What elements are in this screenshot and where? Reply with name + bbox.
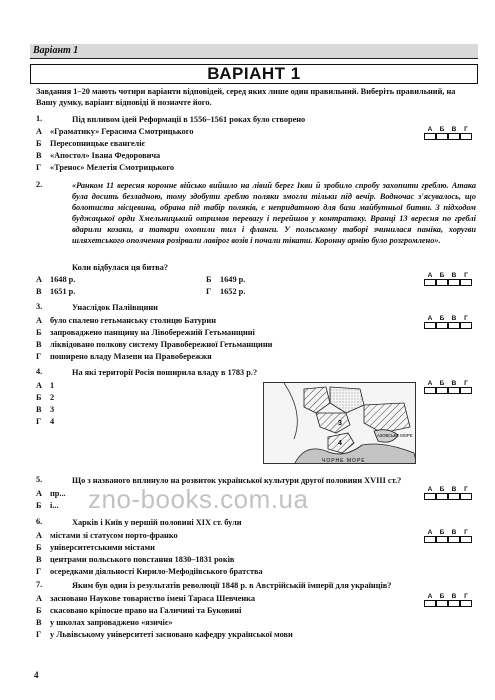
option-b[interactable]: Б університетськими містами [36,543,155,552]
answer-box[interactable] [460,387,472,394]
watermark: zno-books.com.ua [88,484,309,514]
question-number: 5. [36,475,43,484]
option-g[interactable]: Г 4 [36,417,55,426]
variant-label: Варіант 1 [33,45,79,56]
answer-box[interactable] [436,536,448,543]
answer-box[interactable] [448,387,460,394]
answer-box[interactable] [448,493,460,500]
option-v[interactable]: В ліквідовано полкову систему Правобережної Гетьманщини [36,340,273,349]
page-title: ВАРІАНТ 1 [30,64,478,84]
option-a[interactable]: А 1 [36,381,55,390]
answer-grid[interactable]: А Б В Г [424,529,476,543]
answer-box[interactable] [436,133,448,140]
answer-box[interactable] [448,279,460,286]
answer-box[interactable] [460,600,472,607]
answer-box[interactable] [424,536,436,543]
question-text: Яким був один із результатів революції 1848 р. в Австрійській імперії для українців? [72,581,392,590]
question-text: Коли відбулася ця битва? [72,263,169,272]
question-text: На які території Росія поширила владу в 1783 р.? [72,368,258,377]
question-number: 4. [36,367,43,376]
option-v[interactable]: В 1651 р. [36,287,76,296]
answer-box[interactable] [424,322,436,329]
option-a[interactable]: А містами зі статусом порто-франко [36,531,178,540]
answer-box[interactable] [424,600,436,607]
option-v[interactable]: В у школах запроваджено «язичіє» [36,618,173,627]
page-number: 4 [34,670,39,680]
instructions: Завдання 1–20 мають чотири варіанти відповідей, серед яких лише один правильний. Виберіть правильний, на Вашу думку, варіант відповіді й позначте його. [36,87,456,107]
answer-box[interactable] [436,322,448,329]
answer-box[interactable] [424,493,436,500]
option-g[interactable]: Г поширено владу Мазепи на Правобережжя [36,352,212,361]
answer-grid[interactable]: А Б В Г [424,126,476,140]
answer-grid[interactable]: А Б В Г [424,315,476,329]
question-text: Унаслідок Паліївщини [72,303,158,312]
option-b[interactable]: Б 2 [36,393,55,402]
answer-box[interactable] [448,536,460,543]
answer-grid[interactable]: А Б В Г [424,380,476,394]
option-v[interactable]: В центрами польського повстання 1830–1831 років [36,555,235,564]
map-label-4: 4 [338,440,342,447]
answer-box[interactable] [460,279,472,286]
option-b[interactable]: Б запроваджено панщину на Лівобережній Гетьманщині [36,328,255,337]
option-g[interactable]: Г у Львівському університеті засновано кафедру української мови [36,630,293,639]
question-number: 7. [36,580,43,589]
question-number: 2. [36,180,43,189]
answer-box[interactable] [424,387,436,394]
answer-box[interactable] [448,133,460,140]
question-number: 3. [36,302,43,311]
question-number: 6. [36,517,43,526]
option-b[interactable]: Б 1649 р. [206,275,246,284]
answer-grid[interactable]: А Б В Г [424,486,476,500]
option-v[interactable]: В «Апостол» Івана Федоровича [36,151,161,160]
question-text: Під впливом ідей Реформації в 1556–1561 роках було створено [72,115,306,124]
option-a[interactable]: А пр... [36,489,66,498]
map-label-3: 3 [338,420,342,427]
answer-box[interactable] [460,493,472,500]
option-a[interactable]: А «Граматику» Герасима Смотрицького [36,127,194,136]
question-text: Що з названого вплинуло на розвиток української культури другої половини XVIII ст.? [72,476,402,485]
option-a[interactable]: А засновано Наукове товариство імені Тараса Шевченка [36,594,255,603]
option-g[interactable]: Г осередками діяльності Кирило-Мефодіївського братства [36,567,263,576]
answer-box[interactable] [460,536,472,543]
header-bar [30,44,478,59]
option-v[interactable]: В 3 [36,405,55,414]
option-b[interactable]: Б скасовано кріпосне право на Галичині та Буковині [36,606,242,615]
answer-grid[interactable]: А Б В Г [424,593,476,607]
question-text: Харків і Київ у першій половині XIX ст. були [72,518,242,527]
option-b[interactable]: Б і... [36,501,59,510]
answer-box[interactable] [448,600,460,607]
option-g[interactable]: Г «Тренос» Мелетія Смотрицького [36,163,175,172]
answer-box[interactable] [436,493,448,500]
answer-box[interactable] [436,387,448,394]
option-b[interactable]: Б Пересопницьке євангеліє [36,139,146,148]
historical-map [263,382,416,464]
answer-box[interactable] [436,279,448,286]
answer-box[interactable] [424,133,436,140]
answer-box[interactable] [460,133,472,140]
option-g[interactable]: Г 1652 р. [206,287,246,296]
option-a[interactable]: А було спалено гетьманську столицю Батурин [36,316,216,325]
answer-box[interactable] [436,600,448,607]
map-label-black-sea: ЧОРНЕ МОРЕ [322,458,366,464]
source-passage: «Ранком 11 вересня коронне військо вийшло на лівий берег Ікви й зробило спробу захопити греблю. Атака була досить безладною, тому здобути греблю поляки змогли тільки під вечір. Водночас з'ясувалось, що болотиста місцевина, обрана під табір поляків, є непридатною для бази майбутньої битви. З підходом буджацької орди Хмельницький отримав перевагу і перейшов у контратаку. Вранці 13 вересня по греблі вдарили козаки, а татари охопили тил і фланги. У польському таборі зчинилася паніка, хоругви шляхетського ополчення розірвали лавірог возів і почали тікати. Коронну армію було розгромлено». [72,181,476,245]
map-label-azov: АЗОВСЬКЕ МОРЕ [377,433,413,438]
answer-box[interactable] [448,322,460,329]
question-number: 1. [36,114,43,123]
map-svg [264,383,416,464]
option-a[interactable]: А 1648 р. [36,275,76,284]
answer-grid[interactable]: А Б В Г [424,272,476,286]
answer-box[interactable] [460,322,472,329]
answer-box[interactable] [424,279,436,286]
